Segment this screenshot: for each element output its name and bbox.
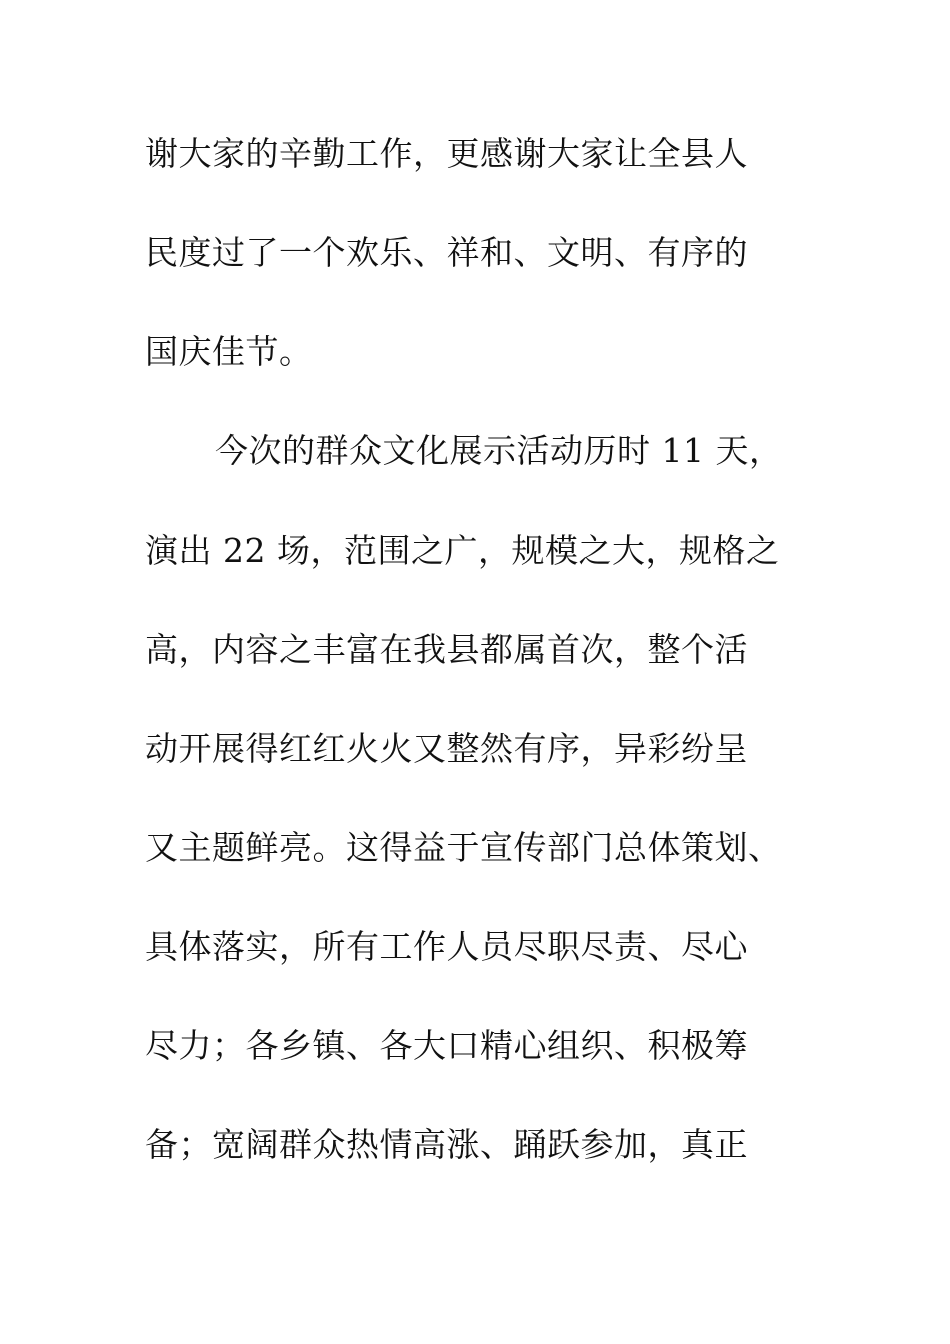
text-line-7: 动开展得红红火火又整然有序，异彩纷呈 (145, 729, 748, 768)
text-line-2: 民度过了一个欢乐、祥和、文明、有序的 (145, 233, 748, 272)
text-line-10: 尽力；各乡镇、各大口精心组织、积极筹 (145, 1026, 748, 1065)
text-line-6: 高，内容之丰富在我县都属首次，整个活 (145, 630, 748, 669)
text-line-3: 国庆佳节。 (145, 332, 313, 371)
text-line-8: 又主题鲜亮。这得益于宣传部门总体策划、 (145, 828, 782, 867)
paragraph-start-line: 今次的群众文化展示活动历时 11 天， (215, 431, 783, 470)
text-line-1: 谢大家的辛勤工作，更感谢大家让全县人 (145, 134, 748, 173)
text-line-9: 具体落实，所有工作人员尽职尽责、尽心 (145, 927, 748, 966)
text-line-5: 演出 22 场，范围之广，规模之大，规格之 (145, 531, 780, 570)
text-line-11: 备；宽阔群众热情高涨、踊跃参加，真正 (145, 1125, 748, 1164)
